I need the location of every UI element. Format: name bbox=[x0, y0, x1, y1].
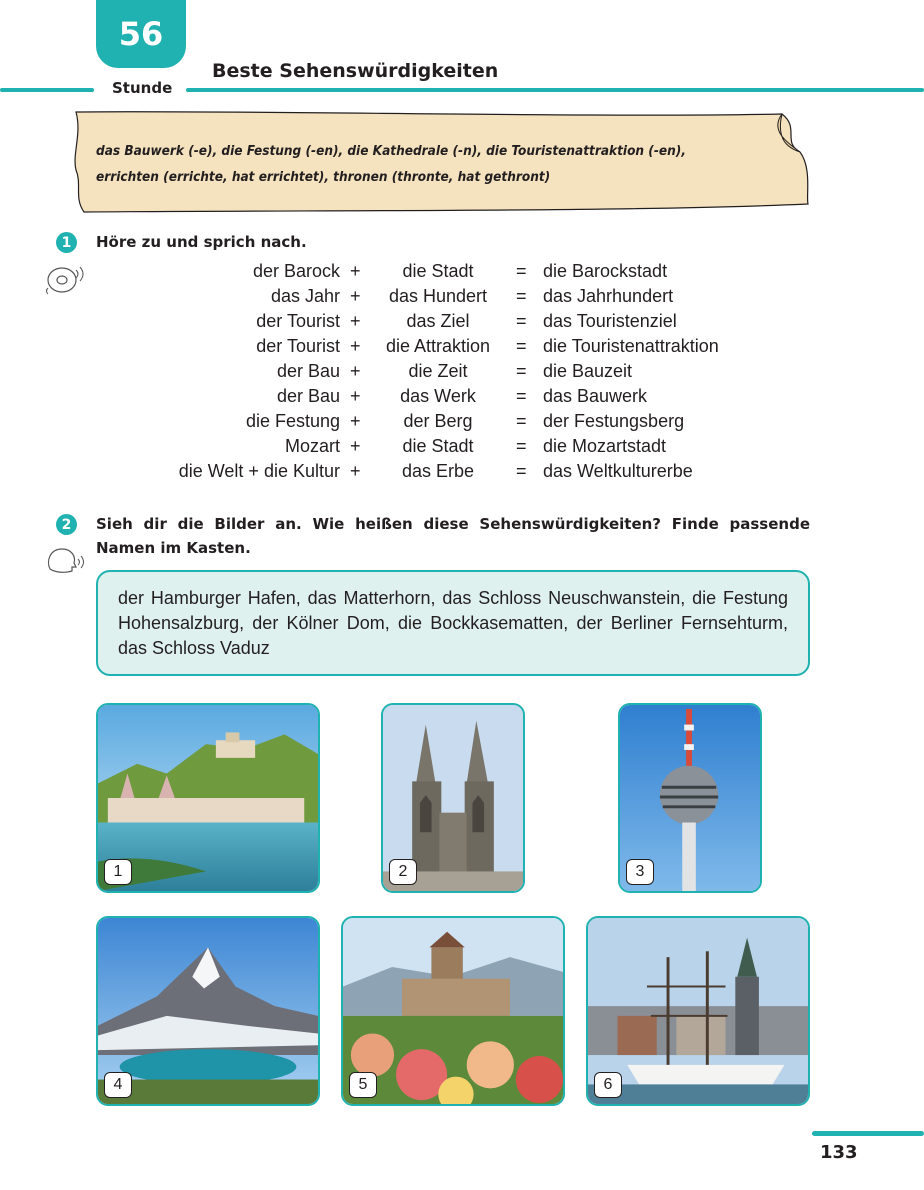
plus-sign: + bbox=[350, 286, 361, 306]
word-left: der Bau bbox=[276, 386, 340, 406]
page-number: 133 bbox=[820, 1142, 858, 1163]
word-left: die Welt + die Kultur bbox=[178, 461, 340, 481]
word-result: die Bauzeit bbox=[543, 361, 633, 381]
photo-number: 3 bbox=[626, 859, 654, 885]
vocabulary-line-2: errichten (errichte, hat errichtet), thronen (thronte, hat gethront) bbox=[96, 169, 551, 185]
word-middle: der Berg bbox=[403, 411, 473, 431]
lesson-label: Stunde bbox=[112, 79, 173, 97]
plus-sign: + bbox=[350, 311, 361, 331]
equals-sign: = bbox=[516, 411, 527, 431]
exercise-2-instruction-line-2: Namen im Kasten. bbox=[96, 539, 251, 557]
word-row bbox=[0, 411, 924, 436]
word-middle: die Stadt bbox=[402, 261, 474, 281]
plus-sign: + bbox=[350, 336, 361, 356]
names-box: der Hamburger Hafen, das Matterhorn, das Schloss Neuschwanstein, die Festung Hohensalzburg, der Kölner Dom, die Bockkasematten, der Berliner Fernsehturm, das Schloss Vaduz bbox=[96, 570, 810, 676]
word-result: das Jahrhundert bbox=[543, 286, 674, 306]
word-row bbox=[0, 286, 924, 311]
word-result: die Barockstadt bbox=[543, 261, 668, 281]
word-result: die Mozartstadt bbox=[543, 436, 667, 456]
word-row bbox=[0, 436, 924, 461]
word-left: der Barock bbox=[252, 261, 340, 281]
word-middle: die Stadt bbox=[402, 436, 474, 456]
lesson-number-tab bbox=[96, 0, 186, 68]
word-row bbox=[0, 461, 924, 486]
exercise-1-number: 1 bbox=[56, 232, 77, 253]
word-left: der Tourist bbox=[256, 336, 340, 356]
plus-sign: + bbox=[350, 361, 361, 381]
photo-number: 4 bbox=[104, 1072, 132, 1098]
equals-sign: = bbox=[516, 386, 527, 406]
word-left: das Jahr bbox=[270, 286, 340, 306]
exercise-2-number: 2 bbox=[56, 514, 77, 535]
equals-sign: = bbox=[516, 261, 527, 281]
word-left: der Tourist bbox=[256, 311, 340, 331]
plus-sign: + bbox=[350, 261, 361, 281]
word-middle: das Werk bbox=[400, 386, 476, 406]
photo-2 bbox=[381, 703, 525, 893]
lesson-number: 56 bbox=[118, 15, 164, 53]
page-title: Beste Sehenswürdigkeiten bbox=[212, 60, 499, 82]
equals-sign: = bbox=[516, 436, 527, 456]
word-middle: die Zeit bbox=[408, 361, 468, 381]
word-middle: das Erbe bbox=[401, 461, 475, 481]
word-row bbox=[0, 336, 924, 361]
word-row bbox=[0, 311, 924, 336]
word-row bbox=[0, 261, 924, 286]
equals-sign: = bbox=[516, 286, 527, 306]
photo-6 bbox=[586, 916, 810, 1106]
footer-rule bbox=[812, 1131, 924, 1136]
photo-number: 5 bbox=[349, 1072, 377, 1098]
word-middle: das Ziel bbox=[406, 311, 470, 331]
plus-sign: + bbox=[350, 461, 361, 481]
word-left: der Bau bbox=[276, 361, 340, 381]
word-result: das Touristenziel bbox=[543, 311, 677, 331]
word-result: die Touristenattraktion bbox=[543, 336, 719, 356]
word-result: das Bauwerk bbox=[543, 386, 648, 406]
word-left: die Festung bbox=[245, 411, 340, 431]
plus-sign: + bbox=[350, 411, 361, 431]
equals-sign: = bbox=[516, 461, 527, 481]
word-result: das Weltkulturerbe bbox=[543, 461, 693, 481]
plus-sign: + bbox=[350, 436, 361, 456]
word-row bbox=[0, 386, 924, 411]
exercise-1-instruction: Höre zu und sprich nach. bbox=[96, 233, 307, 251]
equals-sign: = bbox=[516, 311, 527, 331]
photo-number: 6 bbox=[594, 1072, 622, 1098]
vocabulary-line-1: das Bauwerk (-e), die Festung (-en), die Kathedrale (-n), die Touristenattraktion (-en), bbox=[96, 143, 686, 159]
header-rule-right bbox=[186, 88, 924, 92]
photo-1 bbox=[96, 703, 320, 893]
vocabulary-list bbox=[96, 138, 776, 190]
photo-number: 2 bbox=[389, 859, 417, 885]
word-row bbox=[0, 361, 924, 386]
plus-sign: + bbox=[350, 386, 361, 406]
word-result: der Festungsberg bbox=[543, 411, 685, 431]
equals-sign: = bbox=[516, 361, 527, 381]
word-left: Mozart bbox=[284, 436, 340, 456]
exercise-2-instruction-line-1: Sieh dir die Bilder an. Wie heißen diese Sehenswürdigkeiten? Finde passende bbox=[96, 515, 810, 533]
equals-sign: = bbox=[516, 336, 527, 356]
word-middle: das Hundert bbox=[388, 286, 488, 306]
header-rule-left bbox=[0, 88, 94, 92]
word-middle: die Attraktion bbox=[385, 336, 491, 356]
photo-4 bbox=[96, 916, 320, 1106]
photo-3 bbox=[618, 703, 762, 893]
photo-5 bbox=[341, 916, 565, 1106]
speaking-head-icon bbox=[44, 545, 84, 579]
photo-number: 1 bbox=[104, 859, 132, 885]
